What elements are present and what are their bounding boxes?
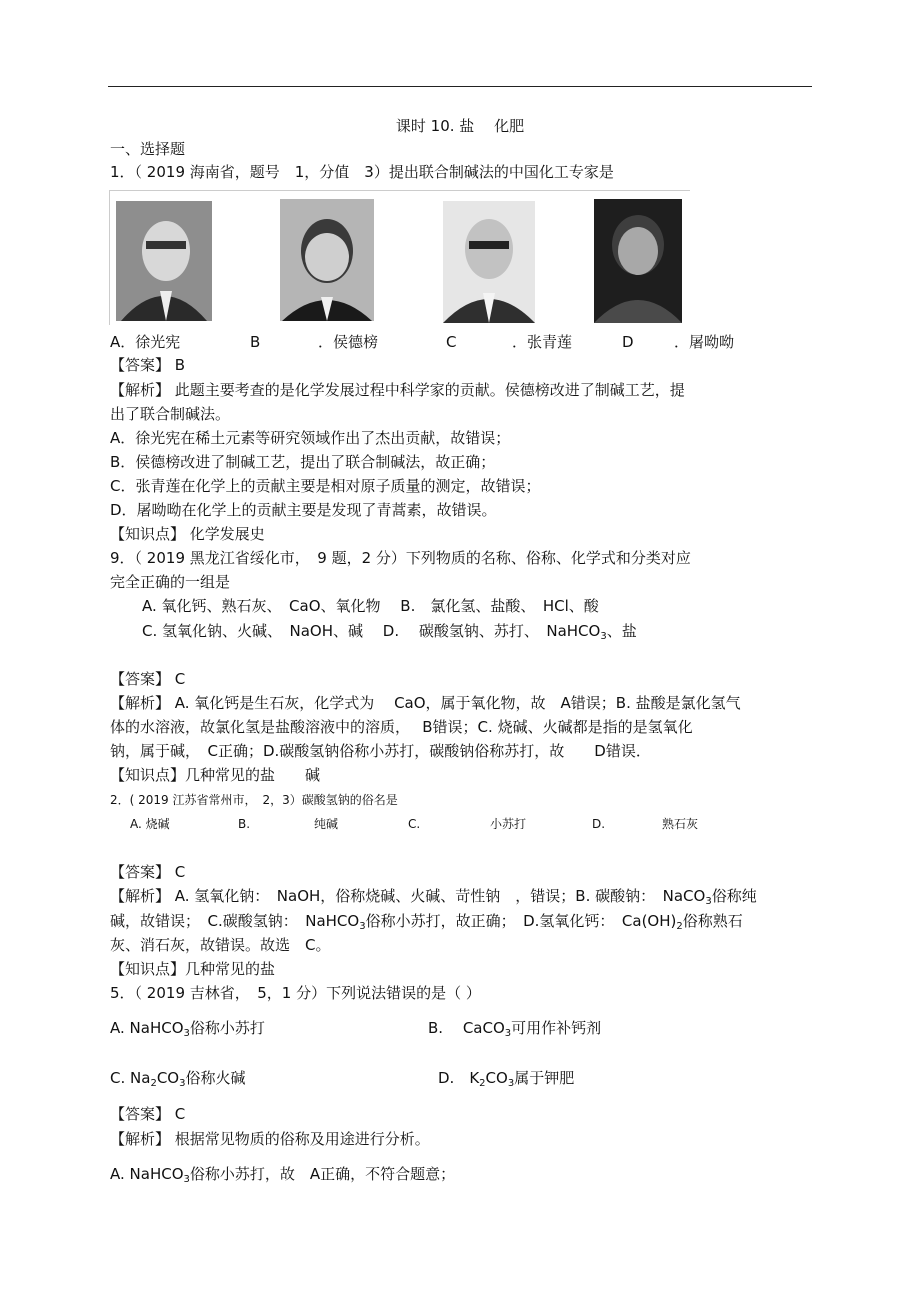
- q5-option-d: [438, 1067, 574, 1095]
- portrait-hou-debang: [280, 199, 374, 321]
- q1-analysis-d: D．屠呦呦在化学上的贡献主要是发现了青蒿素，故错误。: [110, 501, 497, 519]
- q5-option-c-mid: CO: [156, 1069, 180, 1087]
- q2-option-a: A. 烧碱: [130, 817, 170, 831]
- portrait-strip: [109, 190, 690, 325]
- q5-option-d-pre: D. K: [438, 1069, 480, 1087]
- portrait-xu-guangxian: [116, 201, 212, 321]
- q5-option-c-sub1: 2: [150, 1078, 157, 1089]
- q5-stem: 5．（ 2019 吉林省， 5，1 分）下列说法错误的是（ ）: [110, 984, 481, 1002]
- q9-analysis-2: 体的水溶液，故氯化氢是盐酸溶液中的溶质， B错误；C. 烧碱、火碱都是指的是氢氧化: [110, 718, 693, 736]
- q2-option-d-letter: D.: [592, 817, 606, 831]
- q5-option-c: [110, 1067, 245, 1095]
- q9-analysis-1: 【解析】 A. 氧化钙是生石灰，化学式为 CaO，属于氧化物，故 A错误；B. 盐酸是氯化氢气: [110, 694, 741, 712]
- q2-analysis-1-end: 俗称纯: [711, 887, 757, 905]
- q5-analysis-a-sub: 3: [183, 1174, 190, 1185]
- q9-options-2-text: C. 氢氧化钠、火碱、 NaOH、碱 D. 碳酸氢钠、苏打、 NaHCO: [142, 622, 601, 640]
- q2-option-c-text: 小苏打: [490, 817, 527, 831]
- q9-options-2-sub: 3: [600, 631, 607, 642]
- q9-options-2-end: 、盐: [606, 622, 637, 640]
- q1-analysis-c: C．张青莲在化学上的贡献主要是相对原子质量的测定，故错误；: [110, 477, 541, 495]
- q1-option-b-letter: B: [250, 333, 261, 351]
- q2-analysis-3: 灰、消石灰，故错误。故选 C。: [110, 936, 331, 954]
- q5-option-d-mid: CO: [485, 1069, 508, 1087]
- q5-option-b: [428, 1017, 601, 1045]
- q2-analysis-2-end2: 俗称熟石: [682, 912, 743, 930]
- q1-option-b-text: ．侯德榜: [318, 333, 379, 351]
- q5-answer: 【答案】 C: [110, 1105, 186, 1123]
- q9-knowledge: 【知识点】几种常见的盐 碱: [110, 766, 321, 784]
- q2-analysis-2-text: 碱，故错误； C.碳酸氢钠： NaHCO: [110, 912, 360, 930]
- q2-analysis-1: [110, 885, 757, 913]
- q2-option-c-letter: C.: [408, 817, 421, 831]
- q2-analysis-2-sub2: 2: [676, 921, 683, 932]
- q1-analysis-2: 出了联合制碱法。: [110, 405, 231, 423]
- q5-option-a-sub: 3: [183, 1028, 190, 1039]
- q5-option-b-pre: B. CaCO: [428, 1019, 505, 1037]
- q9-stem-2: 完全正确的一组是: [110, 573, 231, 591]
- q5-option-a-post: 俗称小苏打: [189, 1019, 265, 1037]
- q1-stem: 1．（ 2019 海南省，题号 1，分值 3）提出联合制碱法的中国化工专家是: [110, 163, 614, 181]
- portrait-tu-youyou: [594, 199, 682, 323]
- q1-analysis-a: A．徐光宪在稀土元素等研究领域作出了杰出贡献，故错误；: [110, 429, 511, 447]
- header-rule: [108, 86, 812, 87]
- q1-option-c-letter: C: [446, 333, 457, 351]
- q5-option-c-pre: C. Na: [110, 1069, 151, 1087]
- q1-option-d-text: ．屠呦呦: [674, 333, 735, 351]
- q2-answer: 【答案】 C: [110, 863, 186, 881]
- q2-analysis-1-sub: 3: [705, 896, 712, 907]
- q5-analysis-a-pre: A. NaHCO: [110, 1165, 184, 1183]
- q2-analysis-2-end: 俗称小苏打，故正确； D.氢氧化钙： Ca(OH): [365, 912, 677, 930]
- q1-option-d-letter: D: [622, 333, 634, 351]
- q5-option-a-pre: A. NaHCO: [110, 1019, 184, 1037]
- q2-knowledge: 【知识点】几种常见的盐: [110, 960, 276, 978]
- q5-option-d-sub2: 3: [507, 1078, 515, 1089]
- q5-analysis: 【解析】 根据常见物质的俗称及用途进行分析。: [110, 1130, 430, 1148]
- q2-analysis-1-text: 【解析】 A. 氢氧化钠： NaOH，俗称烧碱、火碱、苛性钠 ，错误；B. 碳酸钠： NaCO: [110, 887, 706, 905]
- q1-answer: 【答案】 B: [110, 356, 186, 374]
- q9-options-2: [142, 620, 637, 648]
- q1-analysis-b: B．侯德榜改进了制碱工艺，提出了联合制碱法，故正确；: [110, 453, 496, 471]
- q5-option-d-post: 属于钾肥: [514, 1069, 575, 1087]
- q9-answer: 【答案】 C: [110, 670, 186, 688]
- q2-analysis-2-sub: 3: [359, 921, 366, 932]
- q5-analysis-a: [110, 1163, 455, 1191]
- q5-option-c-sub2: 3: [179, 1078, 186, 1089]
- q9-analysis-3: 钠，属于碱， C正确；D.碳酸氢钠俗称小苏打，碳酸钠俗称苏打，故 D错误．: [110, 742, 651, 760]
- q2-option-d-text: 熟石灰: [662, 817, 699, 831]
- q2-option-b-letter: B.: [238, 817, 251, 831]
- q5-option-d-sub1: 2: [479, 1078, 486, 1089]
- q5-option-c-post: 俗称火碱: [185, 1069, 246, 1087]
- q1-analysis-1: 【解析】 此题主要考查的是化学发展过程中科学家的贡献。侯德榜改进了制碱工艺，提: [110, 381, 685, 399]
- q1-option-a: A．徐光宪: [110, 333, 181, 351]
- portrait-zhang-qinglian: [443, 201, 535, 323]
- q2-option-b-text: 纯碱: [314, 817, 339, 831]
- q1-option-c-text: ．张青莲: [512, 333, 573, 351]
- q9-options-1: A. 氧化钙、熟石灰、 CaO、氧化物 B. 氯化氢、盐酸、 HCl、酸: [142, 597, 599, 615]
- section-heading: 一、选择题: [110, 140, 186, 158]
- q5-option-a: [110, 1017, 265, 1045]
- q2-stem: 2．( 2019 江苏省常州市， 2，3）碳酸氢钠的俗名是: [110, 793, 398, 807]
- q1-knowledge: 【知识点】 化学发展史: [110, 525, 265, 543]
- q5-analysis-a-post: 俗称小苏打，故 A正确，不符合题意；: [189, 1165, 456, 1183]
- q5-option-b-post: 可用作补钙剂: [511, 1019, 602, 1037]
- page-title: 课时 10. 盐 化肥: [395, 117, 525, 135]
- q9-stem-1: 9．（ 2019 黑龙江省绥化市， 9 题，2 分）下列物质的名称、俗称、化学式和分类对应: [110, 549, 691, 567]
- q5-option-b-sub: 3: [504, 1028, 512, 1039]
